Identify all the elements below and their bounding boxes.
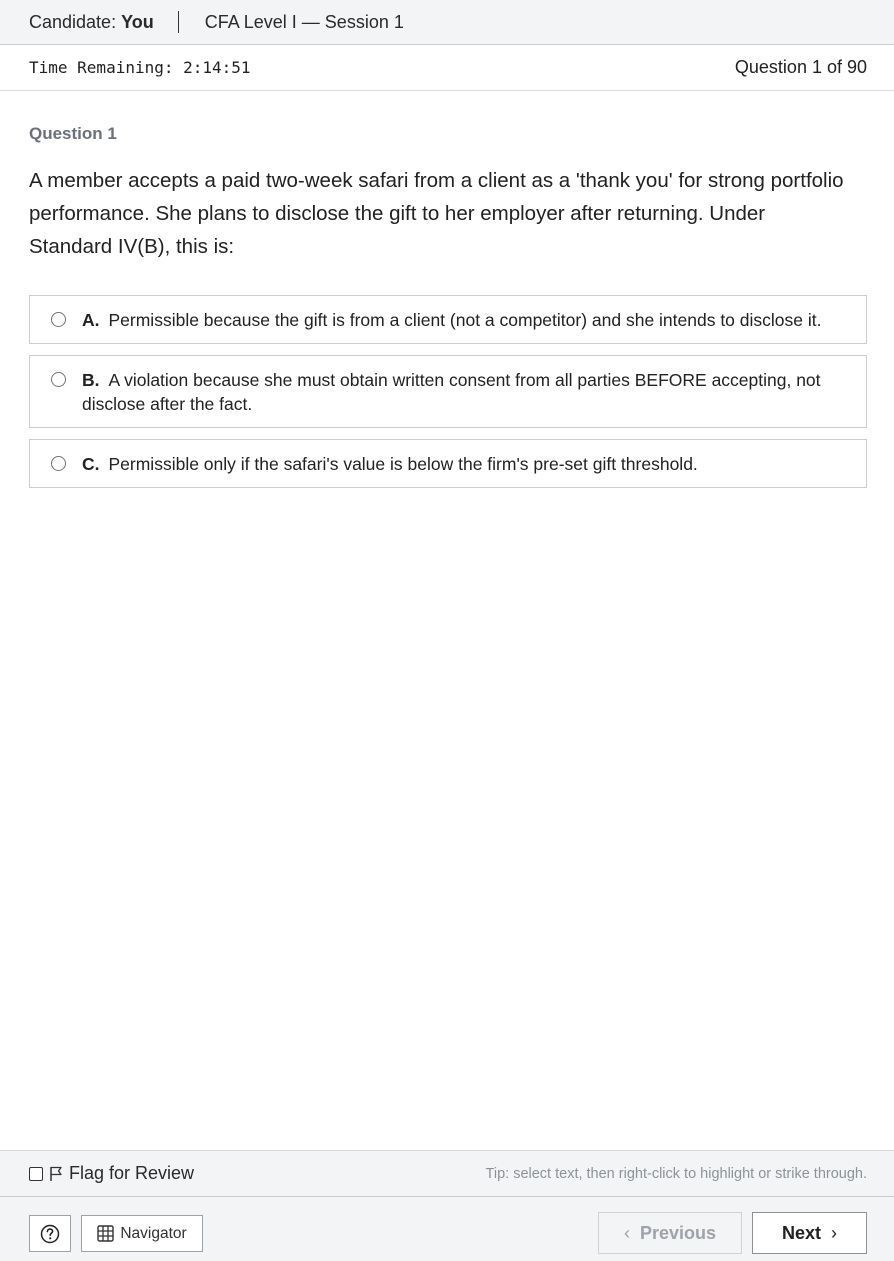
flag-icon: [49, 1166, 63, 1182]
navigator-button[interactable]: [81, 1215, 203, 1252]
flag-checkbox[interactable]: [29, 1167, 43, 1181]
question-label: Question 1: [29, 124, 117, 143]
next-label: Next: [781, 1222, 821, 1243]
status-bar: [0, 45, 894, 91]
header-divider: [178, 11, 179, 33]
session-title: CFA Level I — Session 1: [204, 11, 404, 32]
question-area: [29, 124, 867, 499]
answer-option-a[interactable]: [29, 295, 867, 344]
candidate-label: Candidate:: [29, 11, 117, 32]
top-header-bar: [0, 0, 894, 45]
grid-icon: [97, 1225, 114, 1242]
flag-label: Flag for Review: [69, 1163, 195, 1183]
option-body: [82, 452, 848, 476]
question-stem: A member accepts a paid two-week safari from a client as a 'thank you' for strong portfolio performance. She plans to disclose the gift to her employer after returning. Under Standard IV(B), this is:: [29, 169, 844, 258]
radio-button[interactable]: [51, 456, 66, 471]
bottom-toolbar: [0, 1197, 894, 1261]
radio-button[interactable]: [51, 312, 66, 327]
chevron-right-icon: ›: [831, 1222, 837, 1243]
flag-for-review[interactable]: [29, 1163, 194, 1184]
answer-option-b[interactable]: [29, 355, 867, 428]
candidate-name: You: [121, 11, 154, 32]
option-body: [82, 308, 848, 332]
previous-button[interactable]: [598, 1212, 742, 1254]
tip-text: Tip: select text, then right-click to highlight or strike through.: [485, 1165, 867, 1182]
answer-option-c[interactable]: [29, 439, 867, 488]
chevron-left-icon: ‹: [623, 1222, 630, 1243]
option-body: [82, 368, 848, 416]
option-letter: A.: [82, 310, 100, 330]
radio-button[interactable]: [51, 372, 66, 387]
option-text: A violation because she must obtain written consent from all parties BEFORE accepting, not disclose after the fact.: [82, 370, 821, 414]
next-button[interactable]: [752, 1212, 867, 1254]
flag-bar: [0, 1150, 894, 1197]
help-button[interactable]: [29, 1215, 71, 1252]
question-circle-icon: [40, 1224, 60, 1244]
option-letter: B.: [82, 370, 100, 390]
answer-options: [29, 295, 867, 488]
time-remaining: Time Remaining: 2:14:51: [29, 58, 251, 77]
option-text: Permissible because the gift is from a client (not a competitor) and she intends to disclose it.: [108, 310, 822, 330]
question-counter: Question 1 of 90: [734, 57, 867, 77]
previous-label: Previous: [639, 1222, 717, 1243]
navigator-label: Navigator: [120, 1224, 187, 1242]
option-text: Permissible only if the safari's value is below the firm's pre-set gift threshold.: [108, 454, 698, 474]
option-letter: C.: [82, 454, 100, 474]
